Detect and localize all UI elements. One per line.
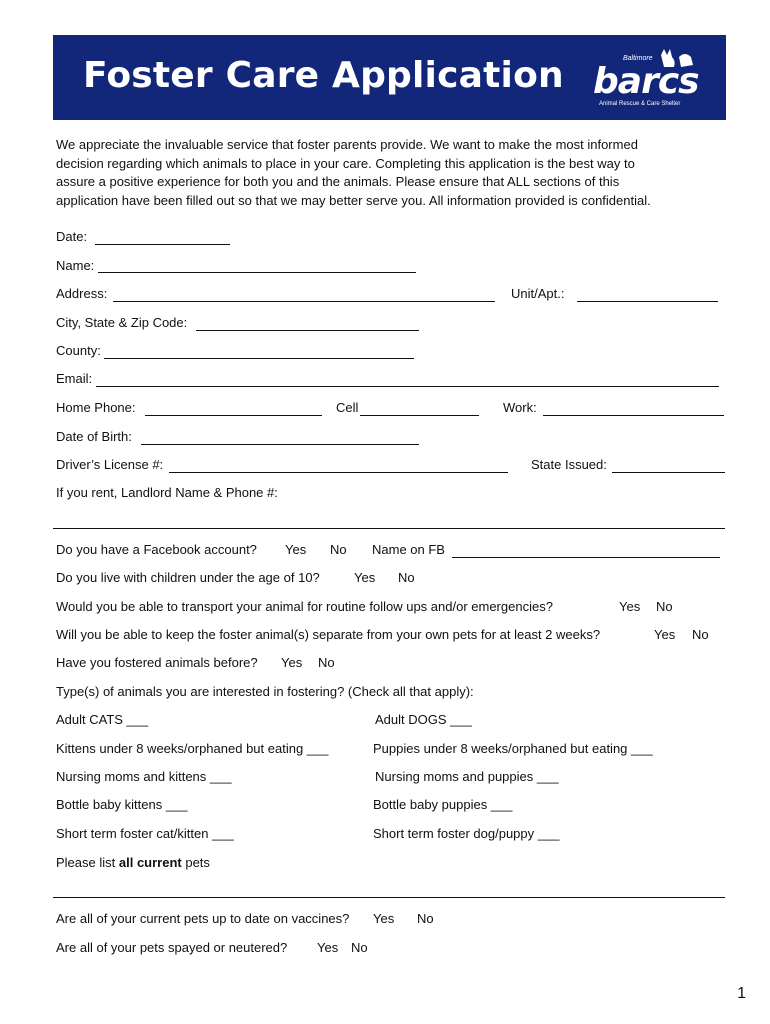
dob-field[interactable] — [141, 444, 419, 445]
name-on-fb-field[interactable] — [452, 557, 720, 558]
vaccines-no[interactable]: No — [417, 911, 434, 926]
landlord-field[interactable] — [53, 528, 725, 529]
county-field[interactable] — [104, 358, 414, 359]
fostered-yes[interactable]: Yes — [281, 655, 303, 670]
license-field[interactable] — [169, 472, 508, 473]
animal-option[interactable]: Kittens under 8 weeks/orphaned but eating ___ — [56, 741, 329, 756]
animal-option[interactable]: Adult CATS ___ — [56, 712, 149, 727]
email-field[interactable] — [96, 386, 719, 387]
home-phone-field[interactable] — [145, 415, 322, 416]
children-no[interactable]: No — [398, 570, 415, 585]
separate-no[interactable]: No — [692, 627, 709, 642]
animal-option[interactable]: Bottle baby puppies ___ — [373, 797, 513, 812]
city-field[interactable] — [196, 330, 419, 331]
state-issued-field[interactable] — [612, 472, 725, 473]
facebook-question: Do you have a Facebook account? — [56, 542, 257, 557]
animal-option[interactable]: Puppies under 8 weeks/orphaned but eating ___ — [373, 741, 653, 756]
cell-label: Cell — [336, 400, 359, 415]
current-pets-label — [56, 855, 210, 871]
animal-option[interactable]: Nursing moms and kittens ___ — [56, 769, 232, 784]
header-banner — [53, 35, 726, 120]
unit-label: Unit/Apt.: — [511, 286, 565, 301]
current-pets-post: pets — [181, 855, 210, 870]
work-field[interactable] — [543, 415, 724, 416]
fostered-no[interactable]: No — [318, 655, 335, 670]
fostered-question: Have you fostered animals before? — [56, 655, 258, 670]
state-issued-label: State Issued: — [531, 457, 607, 472]
logo-top-text: Baltimore — [623, 55, 653, 62]
facebook-yes[interactable]: Yes — [285, 542, 307, 557]
date-label: Date: — [56, 229, 88, 244]
logo-word: barcs — [593, 61, 699, 102]
intro-paragraph — [56, 136, 716, 210]
work-label: Work: — [503, 400, 537, 415]
home-phone-label: Home Phone: — [56, 400, 136, 415]
dob-label: Date of Birth: — [56, 429, 132, 444]
current-pets-field[interactable] — [53, 897, 725, 898]
county-label: County: — [56, 343, 101, 358]
name-on-fb-label: Name on FB — [372, 542, 445, 557]
page-number: 1 — [737, 985, 746, 1002]
spayed-yes[interactable]: Yes — [317, 940, 339, 955]
address-label: Address: — [56, 286, 108, 301]
separate-question: Will you be able to keep the foster animal(s) separate from your own pets for at least 2 weeks? — [56, 627, 601, 642]
vaccines-question: Are all of your current pets up to date on vaccines? — [56, 911, 350, 926]
date-field[interactable] — [95, 244, 230, 245]
vaccines-yes[interactable]: Yes — [373, 911, 395, 926]
landlord-label: If you rent, Landlord Name & Phone #: — [56, 485, 278, 500]
email-label: Email: — [56, 371, 93, 386]
intro-line: application have been filled out so that we may better serve you. All information provided is confidential. — [56, 192, 651, 208]
animal-option[interactable]: Short term foster cat/kitten ___ — [56, 826, 234, 841]
unit-field[interactable] — [577, 301, 718, 302]
name-label: Name: — [56, 258, 95, 273]
transport-question: Would you be able to transport your animal for routine follow ups and/or emergencies? — [56, 599, 553, 614]
license-label: Driver’s License #: — [56, 457, 164, 472]
logo-subtitle: Animal Rescue & Care Shelter — [599, 101, 681, 107]
cell-field[interactable] — [360, 415, 479, 416]
facebook-no[interactable]: No — [330, 542, 347, 557]
spayed-no[interactable]: No — [351, 940, 368, 955]
animal-option[interactable]: Bottle baby kittens ___ — [56, 797, 188, 812]
current-pets-pre: Please list — [56, 855, 119, 870]
city-label: City, State & Zip Code: — [56, 315, 188, 330]
spayed-question: Are all of your pets spayed or neutered? — [56, 940, 288, 955]
address-field[interactable] — [113, 301, 495, 302]
children-question: Do you live with children under the age of 10? — [56, 570, 320, 585]
transport-yes[interactable]: Yes — [619, 599, 641, 614]
animal-option[interactable]: Adult DOGS ___ — [375, 712, 472, 727]
intro-line: assure a positive experience for both you and the animals. Please ensure that ALL sections of this — [56, 174, 620, 189]
page-title: Foster Care Application — [83, 55, 564, 96]
animal-option[interactable]: Short term foster dog/puppy ___ — [373, 826, 560, 841]
barcs-logo — [583, 43, 701, 113]
transport-no[interactable]: No — [656, 599, 673, 614]
intro-line: We appreciate the invaluable service that foster parents provide. We want to make the most informed — [56, 137, 638, 152]
children-yes[interactable]: Yes — [354, 570, 376, 585]
name-field[interactable] — [98, 272, 416, 273]
current-pets-bold: all current — [118, 855, 182, 870]
separate-yes[interactable]: Yes — [654, 627, 676, 642]
intro-line: decision regarding which animals to place in your care. Completing this application is the best way to — [56, 155, 635, 171]
types-question: Type(s) of animals you are interested in fostering? (Check all that apply): — [56, 684, 474, 699]
animal-option[interactable]: Nursing moms and puppies ___ — [375, 769, 559, 784]
